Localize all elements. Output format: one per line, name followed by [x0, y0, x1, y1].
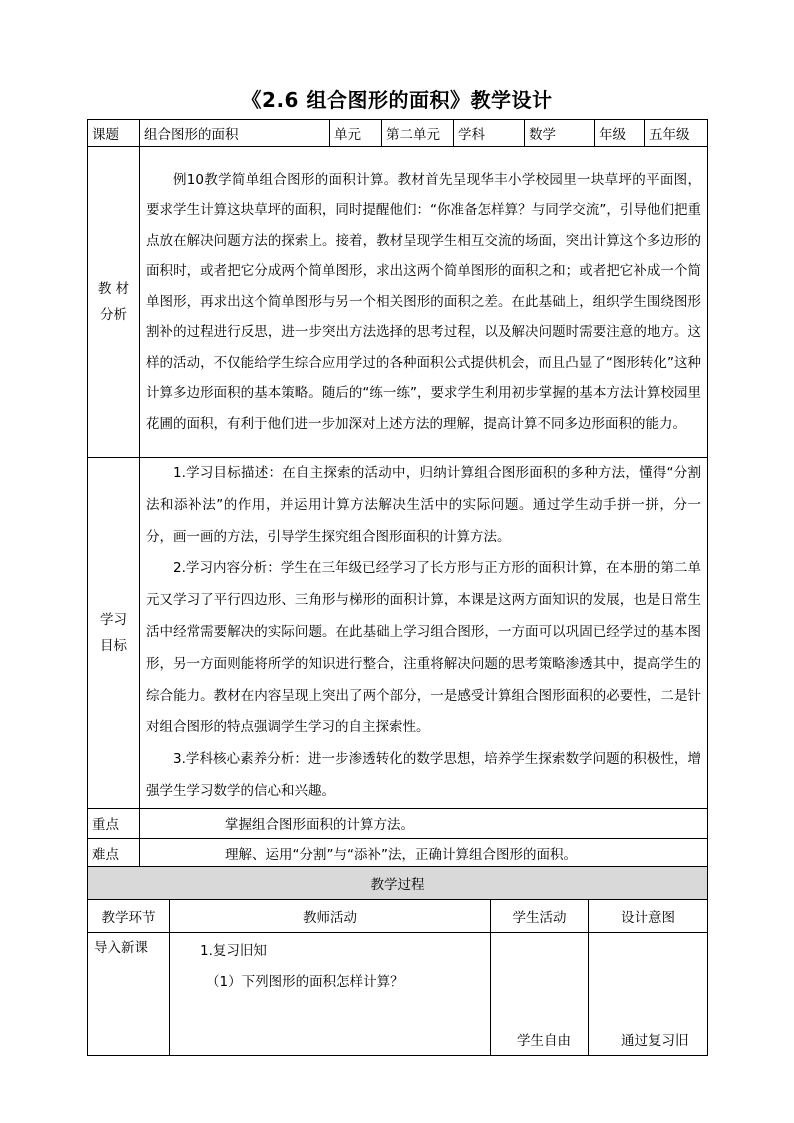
- teacher-line-1: 1.复习旧知: [200, 943, 267, 959]
- grade-value: 五年级: [645, 120, 708, 147]
- goals-label: [88, 458, 140, 809]
- analysis-text: 例10教学简单组合图形的面积计算。教材首先呈现华丰小学校园里一块草坪的平面图，要求学生计算这块草坪的面积，同时提醒他们：“你准备怎样算？与同学交流”，引导他们把重点放在解决问题方法的探索上。接着，教材呈现学生相互交流的场面，突出计算这个多边形的面积时，或者把它分成两个简单图形，求出这两个简单图形的面积之和；或者把它补成一个简单图形，再求出这个简单图形与另一个相关图形的面积之差。在此基础上，组织学生围绕图形割补的过程进行反思，进一步突出方法选择的思考过程，以及解决问题时需要注意的地方。这样的活动，不仅能给学生综合应用学过的各种面积公式提供机会，而且凸显了“图形转化”这种计算多边形面积的基本策略。随后的“练一练”，要求学生利用初步掌握的基本方法计算校园里花圃的面积，有利于他们进一步加深对上述方法的理解，提高计算不同多边形面积的能力。: [146, 171, 701, 432]
- header-teacher: 教师活动: [170, 900, 491, 933]
- header-intent: 设计意图: [589, 900, 708, 933]
- lesson-info-table: [87, 119, 708, 869]
- teacher-line-2: （1）下列图形的面积怎样计算？: [206, 974, 404, 990]
- teaching-process-table: [87, 866, 708, 1056]
- goals-label-line1: 学习: [100, 611, 127, 628]
- key-point-text: 掌握组合图形面积的计算方法。: [140, 808, 708, 838]
- analysis-row: [88, 147, 708, 458]
- goals-row: [88, 458, 708, 809]
- unit-value: 第二单元: [382, 120, 454, 147]
- goals-paragraph-3: 3.学科核心素养分析：进一步渗透转化的数学思想，培养学生探索数学问题的积极性，增强学生学习数学的信心和兴趣。: [146, 751, 701, 799]
- analysis-label-line1: 教 材: [97, 281, 130, 297]
- info-row: [88, 120, 708, 147]
- difficulty-label: 难点: [88, 838, 140, 868]
- analysis-label: [88, 147, 140, 458]
- goals-label-line2: 目标: [100, 637, 127, 654]
- process-row: [88, 933, 708, 1056]
- header-step: 教学环节: [88, 900, 170, 933]
- unit-label: 单元: [330, 120, 382, 147]
- subject-label: 学科: [454, 120, 525, 147]
- key-point-row: [88, 808, 708, 838]
- topic-label: 课题: [88, 120, 140, 147]
- analysis-label-line2: 分析: [100, 307, 127, 323]
- process-header-row: [88, 900, 708, 933]
- difficulty-text: 理解、运用“分割”与“添补”法，正确计算组合图形的面积。: [140, 838, 708, 868]
- header-student: 学生活动: [491, 900, 589, 933]
- grade-label: 年级: [595, 120, 645, 147]
- process-title: 教学过程: [88, 867, 708, 900]
- document-title: 《2.6 组合图形的面积》教学设计: [241, 88, 553, 112]
- analysis-content: [140, 147, 708, 458]
- difficulty-row: [88, 838, 708, 868]
- process-title-row: [88, 867, 708, 900]
- goals-paragraph-1: 1.学习目标描述：在自主探索的活动中，归纳计算组合图形面积的多种方法，懂得“分割法和添补法”的作用，并运用计算方法解决生活中的实际问题。通过学生动手拼一拼，分一分，画一画的方法，引导学生探究组合图形面积的计算方法。: [146, 465, 701, 545]
- goals-paragraph-2: 2.学习内容分析：学生在三年级已经学习了长方形与正方形的面积计算，在本册的第二单元又学习了平行四边形、三角形与梯形的面积计算，本课是这两方面知识的发展，也是日常生活中经常需要解决的实际问题。在此基础上学习组合图形，一方面可以巩固已经学过的基本图形，另一方面则能将所学的知识进行整合，注重将解决问题的思考策略渗透其中，提高学生的综合能力。教材在内容呈现上突出了两个部分，一是感受计算组合图形面积的必要性，二是针对组合图形的特点强调学生学习的自主探索性。: [146, 560, 701, 736]
- subject-value: 数学: [525, 120, 595, 147]
- key-point-label: 重点: [88, 808, 140, 838]
- student-activity-cell: 学生自由: [491, 933, 589, 1056]
- goals-content: [140, 458, 708, 809]
- intent-cell: 通过复习旧: [589, 933, 708, 1056]
- teacher-activity-cell: [170, 933, 491, 1056]
- step-cell: 导入新课: [88, 933, 170, 1056]
- topic-value: 组合图形的面积: [140, 120, 330, 147]
